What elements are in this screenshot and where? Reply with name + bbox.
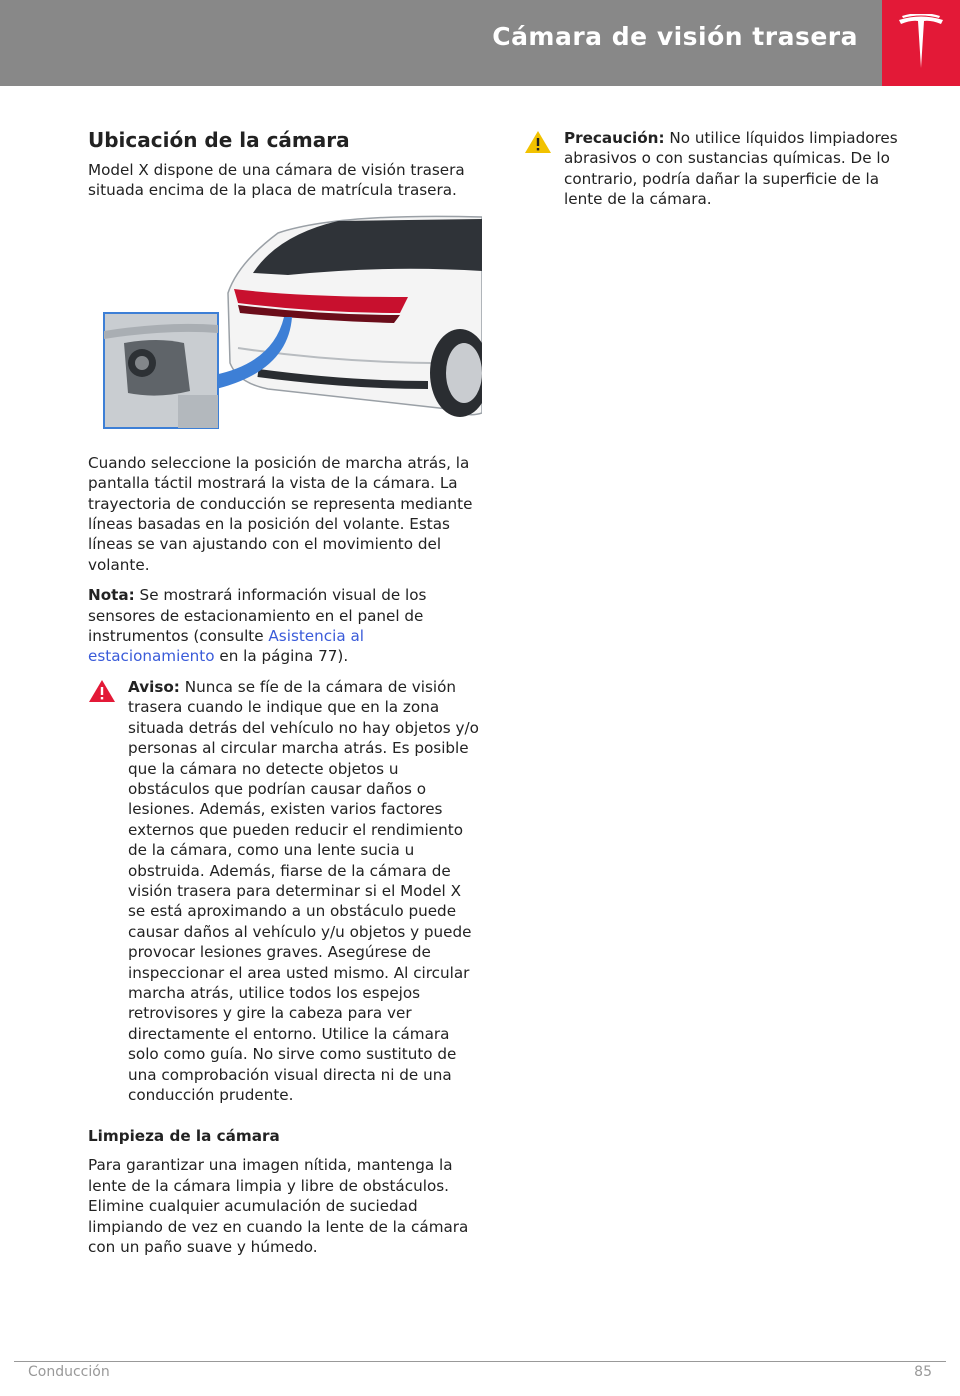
page-title: Cámara de visión trasera <box>492 22 858 51</box>
cleaning-heading: Limpieza de la cámara <box>88 1127 280 1146</box>
warning-callout <box>88 677 482 1106</box>
intro-paragraph: Model X dispone de una cámara de visión trasera situada encima de la placa de matrícula trasera. <box>88 161 465 200</box>
caution-text: No utilice líquidos limpiadores abrasivos o con sustancias químicas. De lo contrario, podría dañar la superficie de la lente de la cámara. <box>564 129 898 209</box>
footer-divider <box>14 1361 946 1362</box>
page-number: 85 <box>914 1364 932 1380</box>
note-paragraph <box>88 585 482 667</box>
note-text-after: en la página 77). <box>214 647 349 666</box>
body-paragraph: Cuando seleccione la posición de marcha atrás, la pantalla táctil mostrará la vista de la cámara. La trayectoria de conducción se representa mediante líneas basadas en la posición del volante. Estas líneas se van ajustando con el movimiento del volante. <box>88 453 473 574</box>
caution-triangle-yellow-icon <box>524 130 552 154</box>
right-column <box>524 128 914 232</box>
note-text-before: Se mostrará información visual de los sensores de estacionamiento en el panel de instrumentos (consulte <box>88 586 427 646</box>
note-label: Nota: <box>88 586 135 605</box>
caution-callout <box>524 128 914 210</box>
parking-assist-link[interactable]: Asistencia al estacionamiento <box>88 627 365 666</box>
warning-label: Aviso: <box>128 677 180 696</box>
cleaning-paragraph: Para garantizar una imagen nítida, mantenga la lente de la cámara limpia y libre de obstáculos. Elimine cualquier acumulación de suciedad limpiando de vez en cuando la lente de la cámara con un paño suave y húmedo. <box>88 1156 469 1257</box>
caution-label: Precaución: <box>564 129 665 147</box>
section-heading: Ubicación de la cámara <box>88 128 350 152</box>
brand-logo <box>882 0 960 86</box>
tesla-logo-icon <box>896 14 946 70</box>
warning-triangle-red-icon <box>88 679 116 703</box>
left-column <box>88 128 482 1267</box>
footer-section: Conducción <box>28 1364 110 1380</box>
rear-camera-illustration <box>88 213 482 435</box>
warning-text: Nunca se fíe de la cámara de visión trasera cuando le indique que en la zona situada detrás del vehículo no hay objetos y/o personas al circular marcha atrás. Es posible que la cámara no detecte objetos u obstáculos que podrían causar daños o lesiones. Además, existen varios factores externos que pueden reducir el rendimiento de la cámara, como una lente sucia u obstruida. Además, fiarse de la cámara de visión trasera para determinar si el Model X se está aproximando a un obstáculo puede causar daños al vehículo y/u objetos y puede provocar lesiones graves. Asegúrese de inspeccionar el area usted mismo. Al circular marcha atrás, utilice todos los espejos retrovisores y gire la cabeza para ver directamente el entorno. Utilice la cámara solo como guía. No sirve como sustituto de una comprobación visual directa ni de una conducción prudente. <box>128 677 479 1104</box>
